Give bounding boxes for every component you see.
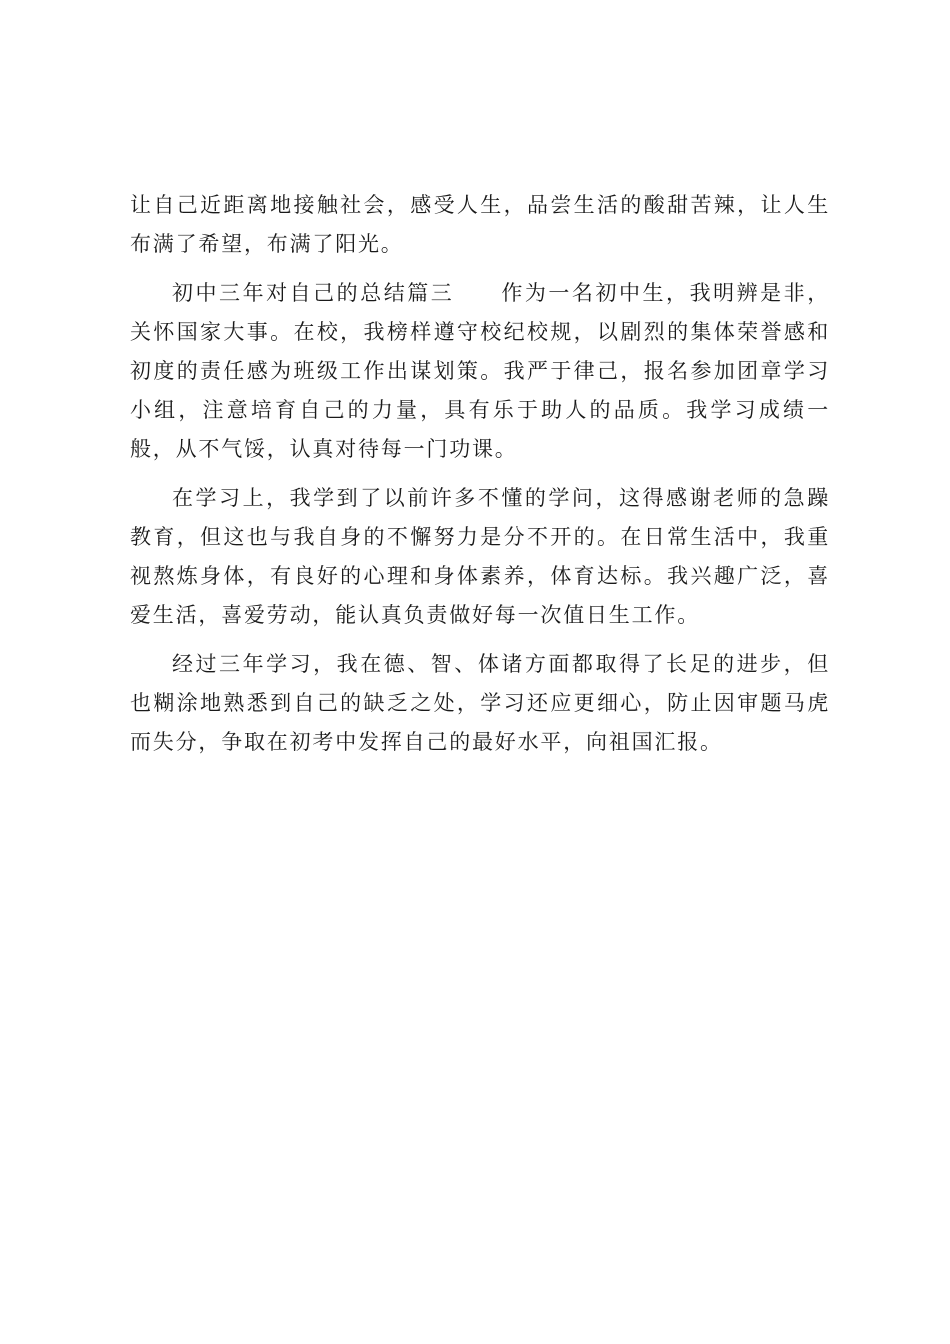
document-body bbox=[130, 186, 830, 772]
paragraph-study: 在学习上，我学到了以前许多不懂的学问，这得感谢老师的急躁教育，但这也与我自身的不懈努力是分不开的。在日常生活中，我重视熬炼身体，有良好的心理和身体素养，体育达标。我兴趣广泛，喜爱生活，喜爱劳动，能认真负责做好每一次值日生工作。 bbox=[130, 486, 830, 627]
paragraph-continued: 让自己近距离地接触社会，感受人生，品尝生活的酸甜苦辣，让人生布满了希望，布满了阳光。 bbox=[130, 193, 830, 256]
paragraph-conclusion: 经过三年学习，我在德、智、体诸方面都取得了长足的进步，但也糊涂地熟悉到自己的缺乏之处，学习还应更细心，防止因审题马虎而失分，争取在初考中发挥自己的最好水平，向祖国汇报。 bbox=[130, 652, 830, 754]
paragraph-section-three: 初中三年对自己的总结篇三 作为一名初中生，我明辨是非，关怀国家大事。在校，我榜样遵守校纪校规，以剧烈的集体荣誉感和初度的责任感为班级工作出谋划策。我严于律己，报名参加团章学习小组，注意培育自己的力量，具有乐于助人的品质。我学习成绩一般，从不气馁，认真对待每一门功课。 bbox=[130, 281, 830, 461]
